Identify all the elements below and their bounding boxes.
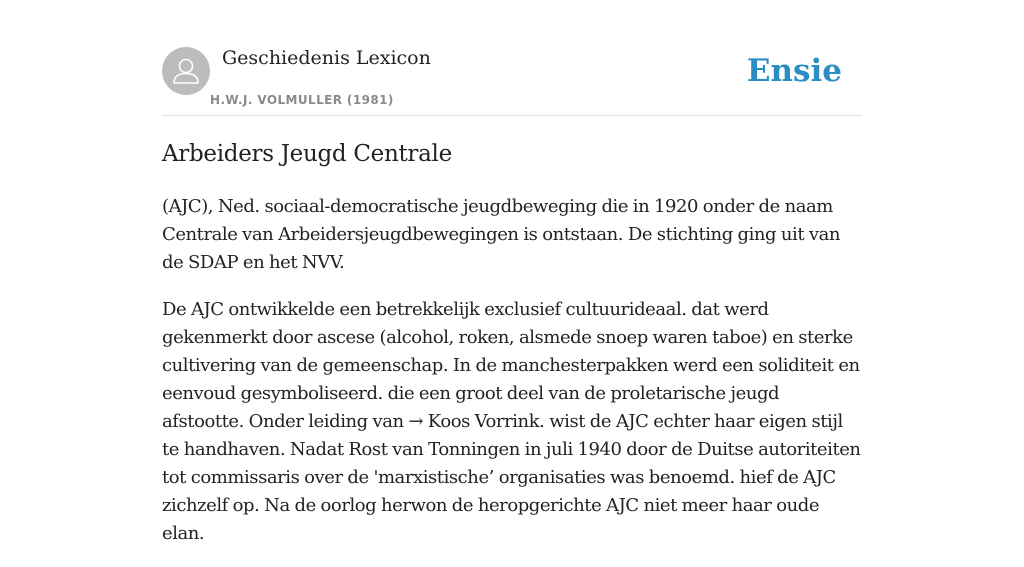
user-avatar-icon <box>162 47 210 95</box>
article-paragraph-2: De AJC ontwikkelde een betrekkelijk exclusief cultuurideaal. dat werd gekenmerkt door ascese (alcohol, roken, alsmede snoep waren taboe) en sterke cultivering van de gemeenschap. In de manchesterpakken werd een soliditeit en eenvoud gesymboliseerd. die een groot deel van de proletarische jeugd afstootte. Onder leiding van → Koos Vorrink. wist de AJC echter haar eigen stijl te handhaven. Nadat Rost van Tonningen in juli 1940 door de Duitse autoriteiten tot commissaris over de 'marxistische’ organisaties was benoemd. hief de AJC zichzelf op. Na de oorlog herwon de heropgerichte AJC niet meer haar oude elan. <box>162 299 861 544</box>
source-title[interactable]: Geschiedenis Lexicon <box>222 47 431 69</box>
source-author[interactable]: H.W.J. VOLMULLER (1981) <box>210 93 394 107</box>
ensie-logo[interactable]: Ensie <box>746 53 842 89</box>
article-title: Arbeiders Jeugd Centrale <box>162 141 452 167</box>
source-header <box>162 47 862 116</box>
avatar[interactable] <box>162 47 210 95</box>
article <box>162 138 862 567</box>
article-paragraph-1: (AJC), Ned. sociaal-democratische jeugdbeweging die in 1920 onder de naam Centrale van Arbeidersjeugdbewegingen is ontstaan. De stichting ging uit van de SDAP en het NVV. <box>162 196 841 273</box>
